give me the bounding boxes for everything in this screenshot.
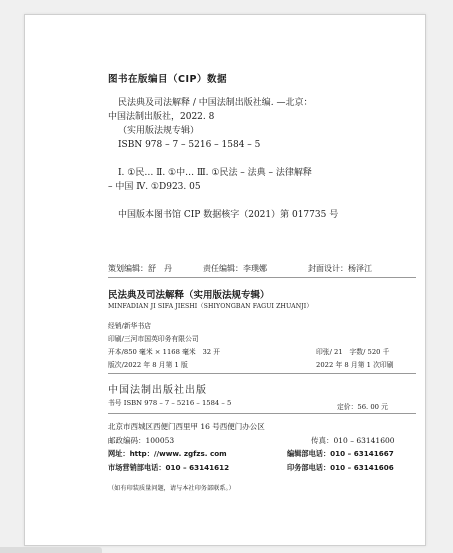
sheets-words: 印张/ 21 字数/ 520 千 <box>316 348 390 356</box>
cip-line-classification-cont: – 中国 Ⅳ. ①D923. 05 <box>108 182 201 192</box>
cip-title: 图书在版编目（CIP）数据 <box>108 74 227 85</box>
printer: 印刷/三河市国英印务有限公司 <box>108 335 199 343</box>
cip-line-title: 民法典及司法解释 / 中国法制出版社编. —北京： <box>118 98 313 108</box>
divider <box>108 373 416 374</box>
cip-line-record-number: 中国版本图书馆 CIP 数据核字（2021）第 017735 号 <box>118 210 339 220</box>
cip-line-publisher: 中国法制出版社，2022. 8 <box>108 112 215 122</box>
divider <box>108 277 416 278</box>
book-format: 开本/850 毫米 × 1168 毫米 32 开 <box>108 348 221 356</box>
marketing-phone: 市场营销部电话：010 – 63141612 <box>108 463 230 472</box>
responsible-editor: 责任编辑：李璞娜 <box>203 264 267 273</box>
cip-line-isbn: ISBN 978 – 7 – 5216 – 1584 – 5 <box>118 140 261 150</box>
printing-phone: 印务部电话：010 – 63141606 <box>287 463 394 472</box>
distributor: 经销/新华书店 <box>108 322 152 330</box>
editorial-phone: 编辑部电话：010 – 63141667 <box>287 449 394 458</box>
quality-note: （如有印装质量问题，请与本社印务部联系。） <box>108 485 235 492</box>
publisher-address: 北京市西城区西便门西里甲 16 号西便门办公区 <box>108 422 265 431</box>
copyright-page <box>24 14 426 546</box>
website: 网址：http：//www. zgfzs. com <box>108 449 227 458</box>
price: 定价：56. 00 元 <box>337 403 388 411</box>
cip-line-series: （实用版法规专辑） <box>118 126 200 136</box>
horizontal-scrollbar[interactable] <box>0 547 102 553</box>
publisher-name: 中国法制出版社出版 <box>108 385 207 396</box>
cip-line-classification: Ⅰ. ①民… Ⅱ. ①中… Ⅲ. ①民法 – 法典 – 法律解释 <box>118 168 312 178</box>
planning-editor: 策划编辑：舒 丹 <box>108 264 172 273</box>
divider <box>108 413 416 414</box>
cover-designer: 封面设计：杨泽江 <box>308 264 372 273</box>
edition: 版次/2022 年 8 月第 1 版 <box>108 361 188 369</box>
book-title: 民法典及司法解释（实用版法规专辑） <box>108 290 270 301</box>
book-number: 书号 ISBN 978 – 7 – 5216 – 1584 – 5 <box>108 399 232 407</box>
book-title-pinyin: MINFADIAN JI SIFA JIESHI（SHIYONGBAN FAGUI ZHUANJI） <box>108 303 313 310</box>
postal-code: 邮政编码：100053 <box>108 436 175 445</box>
fax: 传真：010 – 63141600 <box>311 436 395 445</box>
print-run: 2022 年 8 月第 1 次印刷 <box>316 361 394 369</box>
